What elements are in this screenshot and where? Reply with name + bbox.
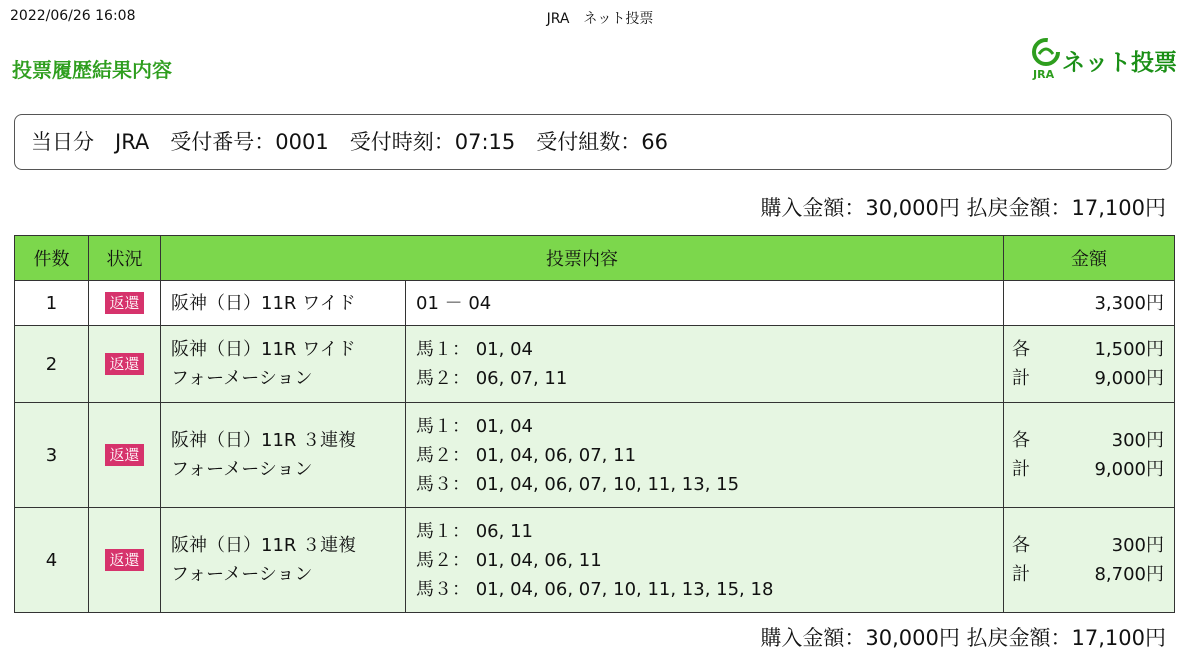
content-line: 馬１： 06, 11 (416, 520, 533, 542)
status-badge: 返還 (105, 549, 143, 571)
row-status-cell (89, 508, 161, 613)
row-status-cell (89, 281, 161, 326)
amount-line (1012, 560, 1164, 589)
amount-label: 各 (1012, 535, 1030, 556)
row-content-cell (406, 326, 1004, 403)
row-amount-cell (1004, 508, 1175, 613)
row-race-cell (161, 508, 406, 613)
amount-label: 各 (1012, 339, 1030, 360)
amount-line (1012, 426, 1164, 455)
amount-label: 計 (1012, 459, 1030, 480)
amount-label: 計 (1012, 368, 1030, 389)
race-line: フォーメーション (171, 564, 313, 585)
logo-main-text: ネット投票 (1062, 50, 1177, 76)
row-count: 1 (15, 281, 89, 326)
amount-value: 8,700円 (1094, 564, 1164, 585)
header-amount: 金額 (1004, 236, 1175, 281)
amount-value: 300円 (1111, 430, 1164, 451)
table-row (15, 508, 1175, 613)
amount-value: 9,000円 (1094, 368, 1164, 389)
content-line: 馬１： 01, 04 (416, 415, 533, 437)
row-amount-cell (1004, 326, 1175, 403)
row-race-cell (161, 403, 406, 508)
table-row (15, 326, 1175, 403)
amount-value: 1,500円 (1094, 339, 1164, 360)
race-line: 阪神（日）11R ワイド (171, 339, 356, 360)
row-status-cell (89, 326, 161, 403)
vote-history-table (14, 235, 1175, 613)
row-race-cell (161, 281, 406, 326)
jra-horseshoe-icon (1030, 36, 1064, 70)
receipt-info-bar: 当日分 JRA 受付番号：0001 受付時刻：07:15 受付組数：66 (14, 114, 1172, 170)
print-title: JRA ネット投票 (546, 11, 654, 27)
table-row (15, 281, 1175, 326)
page-title: 投票履歴結果内容 (12, 58, 172, 82)
row-count: 4 (15, 508, 89, 613)
jra-net-vote-logo (1030, 36, 1190, 84)
content-line: 馬２： 01, 04, 06, 07, 11 (416, 444, 637, 466)
row-amount-cell (1004, 281, 1175, 326)
row-count: 3 (15, 403, 89, 508)
content-line: 馬１： 01, 04 (416, 339, 533, 360)
amount-line (1012, 531, 1164, 560)
content-line: 馬３： 01, 04, 06, 07, 10, 11, 13, 15, 18 (416, 578, 774, 600)
amount-line (1012, 455, 1164, 484)
print-header (10, 8, 1190, 28)
content-line: 馬３： 01, 04, 06, 07, 10, 11, 13, 15 (416, 473, 740, 495)
status-badge: 返還 (105, 444, 143, 466)
table-body (15, 281, 1175, 613)
print-datetime: 2022/06/26 16:08 (10, 8, 136, 24)
content-line: 馬２： 01, 04, 06, 11 (416, 549, 602, 571)
row-content-cell (406, 403, 1004, 508)
race-line: 阪神（日）11R ３連複 (171, 430, 357, 451)
amount-value: 3,300円 (1094, 292, 1164, 314)
content-line: 馬２： 06, 07, 11 (416, 368, 568, 389)
amount-label: 各 (1012, 430, 1030, 451)
race-line: フォーメーション (171, 459, 313, 480)
row-content-cell (406, 508, 1004, 613)
row-race-cell (161, 326, 406, 403)
status-badge: 返還 (105, 353, 143, 375)
race-line: フォーメーション (171, 368, 313, 389)
row-count: 2 (15, 326, 89, 403)
amount-value: 9,000円 (1094, 459, 1164, 480)
content-line: 01 － 04 (416, 292, 492, 314)
status-badge: 返還 (105, 292, 143, 314)
table-header-row (15, 236, 1175, 281)
row-amount-cell (1004, 403, 1175, 508)
row-content-cell (406, 281, 1004, 326)
summary-top: 購入金額：30,000円 払戻金額：17,100円 (760, 196, 1166, 220)
amount-line (1012, 289, 1164, 318)
amount-label: 計 (1012, 564, 1030, 585)
header-status: 状況 (89, 236, 161, 281)
row-status-cell (89, 403, 161, 508)
race-line: 阪神（日）11R ３連複 (171, 535, 357, 556)
header-count: 件数 (15, 236, 89, 281)
summary-bottom: 購入金額：30,000円 払戻金額：17,100円 (760, 626, 1166, 650)
header-content: 投票内容 (161, 236, 1004, 281)
race-line: 阪神（日）11R ワイド (171, 292, 356, 314)
amount-line (1012, 335, 1164, 364)
amount-value: 300円 (1111, 535, 1164, 556)
table-row (15, 403, 1175, 508)
logo-jra-text: JRA (1033, 68, 1055, 81)
amount-line (1012, 364, 1164, 393)
